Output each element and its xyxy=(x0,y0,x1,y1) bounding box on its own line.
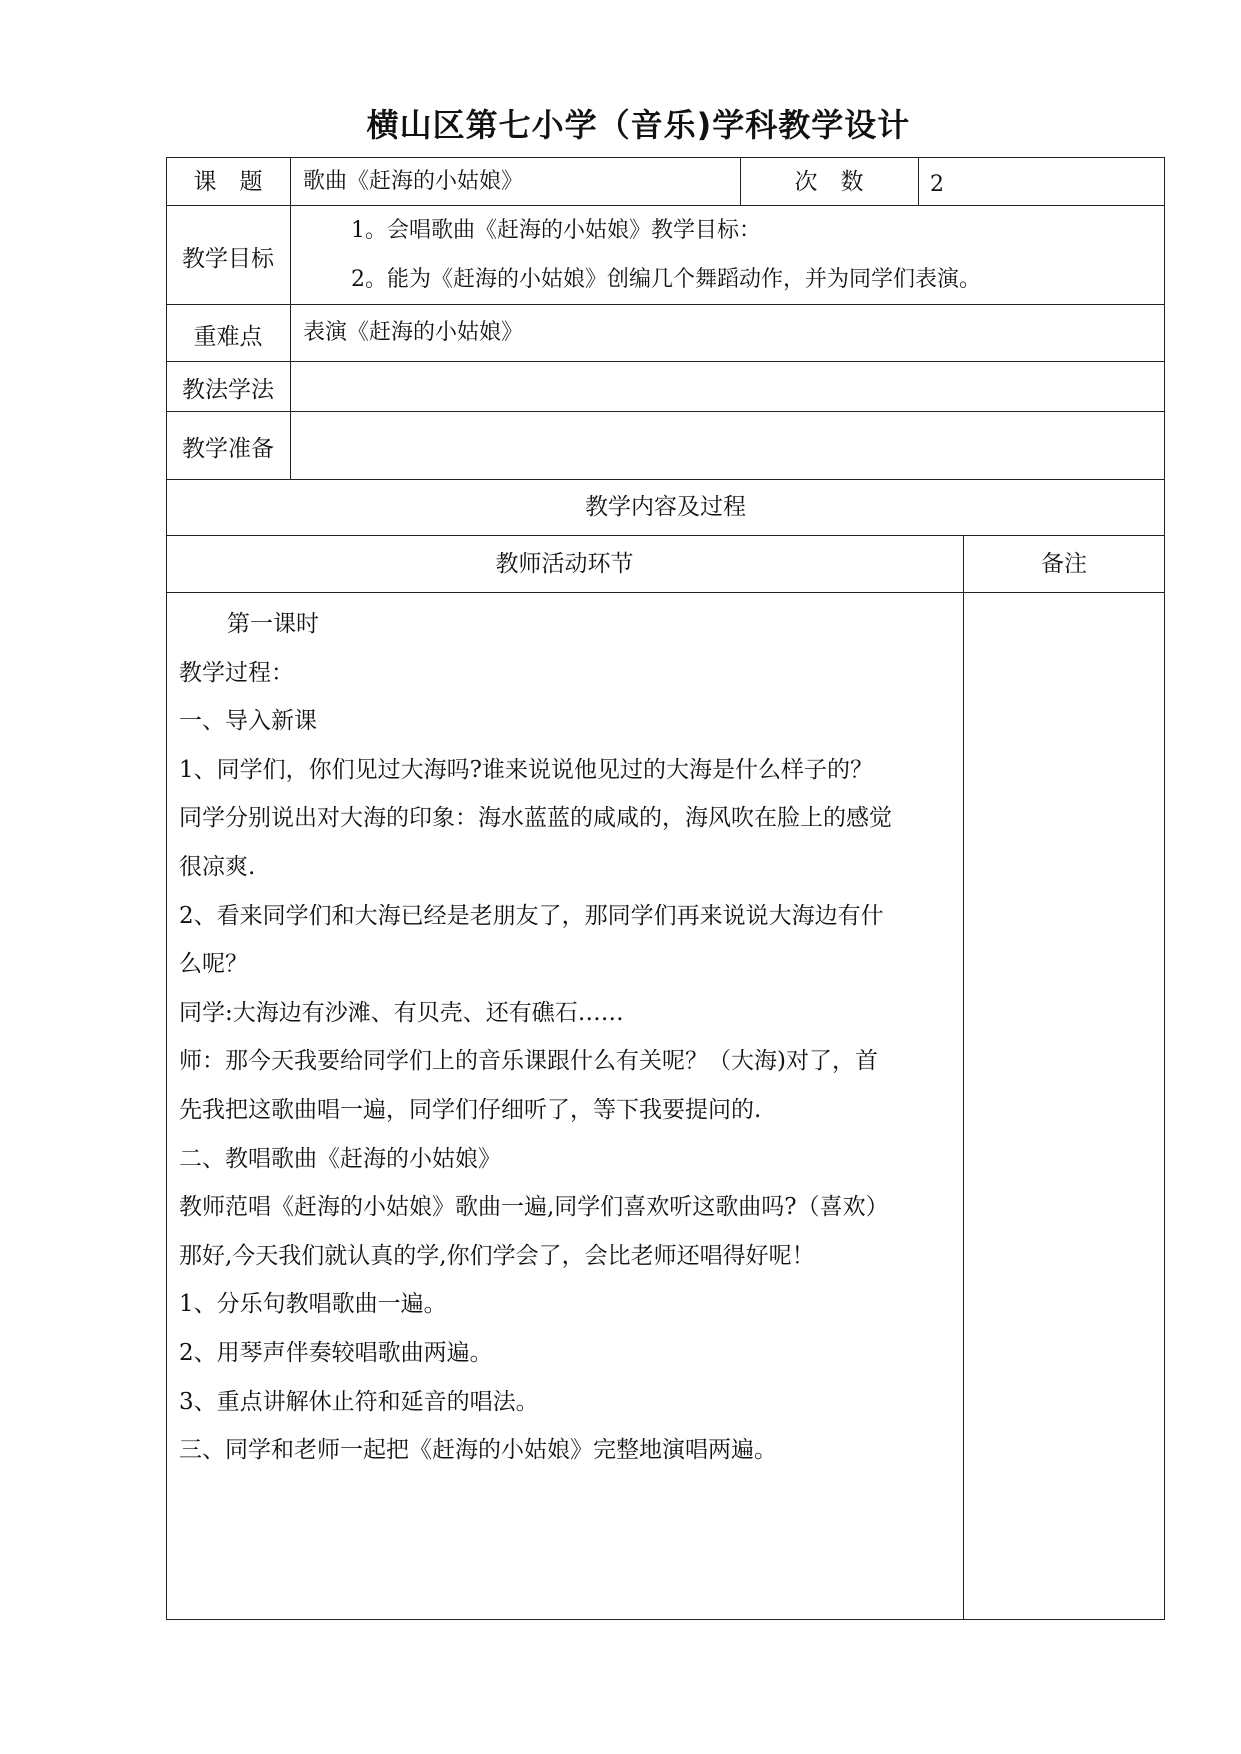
row-divider xyxy=(166,535,1165,536)
column-divider xyxy=(963,535,964,1620)
body-line: 1、分乐句教唱歌曲一遍。 xyxy=(179,1291,447,1318)
row-divider xyxy=(166,479,1165,480)
body-line: 同学:大海边有沙滩、有贝壳、还有礁石…… xyxy=(179,999,624,1026)
body-line: 一、导入新课 xyxy=(179,708,317,735)
body-line: 先我把这歌曲唱一遍，同学们仔细听了，等下我要提问的. xyxy=(179,1096,762,1123)
objective-item: 1。会唱歌曲《赶海的小姑娘》教学目标： xyxy=(351,218,761,243)
preparation-label: 教学准备 xyxy=(182,436,274,462)
body-line: 那好,今天我们就认真的学,你们学会了，会比老师还唱得好呢！ xyxy=(179,1242,815,1269)
key-points-value: 表演《赶海的小姑娘》 xyxy=(303,320,524,345)
body-line: 2、看来同学们和大海已经是老朋友了，那同学们再来说说大海边有什 xyxy=(179,902,884,929)
topic-label: 课 题 xyxy=(193,169,263,195)
body-line: 师：那今天我要给同学们上的音乐课跟什么有关呢？（大海)对了，首 xyxy=(179,1048,878,1075)
body-line: 很凉爽. xyxy=(179,853,256,880)
column-divider xyxy=(290,157,291,479)
count-value: 2 xyxy=(930,172,944,197)
section-title: 教学内容及过程 xyxy=(585,494,746,520)
body-line: 第一课时 xyxy=(227,611,319,637)
page-title: 横山区第七小学（音乐)学科教学设计 xyxy=(366,106,911,144)
body-line: 么呢？ xyxy=(179,951,248,978)
notes-column-header: 备注 xyxy=(1041,551,1087,577)
column-divider xyxy=(918,157,919,205)
row-divider xyxy=(166,592,1165,593)
body-line: 二、教唱歌曲《赶海的小姑娘》 xyxy=(179,1145,501,1172)
activity-column-header: 教师活动环节 xyxy=(495,551,634,577)
objective-item: 2。能为《赶海的小姑娘》创编几个舞蹈动作，并为同学们表演。 xyxy=(351,267,981,292)
count-label: 次 数 xyxy=(794,169,864,195)
body-line: 3、重点讲解休止符和延音的唱法。 xyxy=(179,1388,539,1415)
body-line: 教学过程： xyxy=(179,659,294,686)
body-line: 1、同学们，你们见过大海吗?谁来说说他见过的大海是什么样子的？ xyxy=(179,756,873,783)
body-line: 2、用琴声伴奏较唱歌曲两遍。 xyxy=(179,1339,493,1366)
row-divider xyxy=(166,361,1165,362)
body-line: 同学分别说出对大海的印象：海水蓝蓝的咸咸的，海风吹在脸上的感觉 xyxy=(179,805,892,832)
row-divider xyxy=(166,304,1165,305)
topic-value: 歌曲《赶海的小姑娘》 xyxy=(303,169,524,194)
body-line: 教师范唱《赶海的小姑娘》歌曲一遍,同学们喜欢听这歌曲吗?（喜欢） xyxy=(179,1194,889,1221)
row-divider xyxy=(166,411,1165,412)
body-line: 三、同学和老师一起把《赶海的小姑娘》完整地演唱两遍。 xyxy=(179,1437,777,1464)
objectives-label: 教学目标 xyxy=(182,246,274,272)
lesson-body xyxy=(179,600,959,1475)
key-points-label: 重难点 xyxy=(193,324,263,350)
row-divider xyxy=(166,205,1165,206)
methods-label: 教法学法 xyxy=(182,377,274,403)
